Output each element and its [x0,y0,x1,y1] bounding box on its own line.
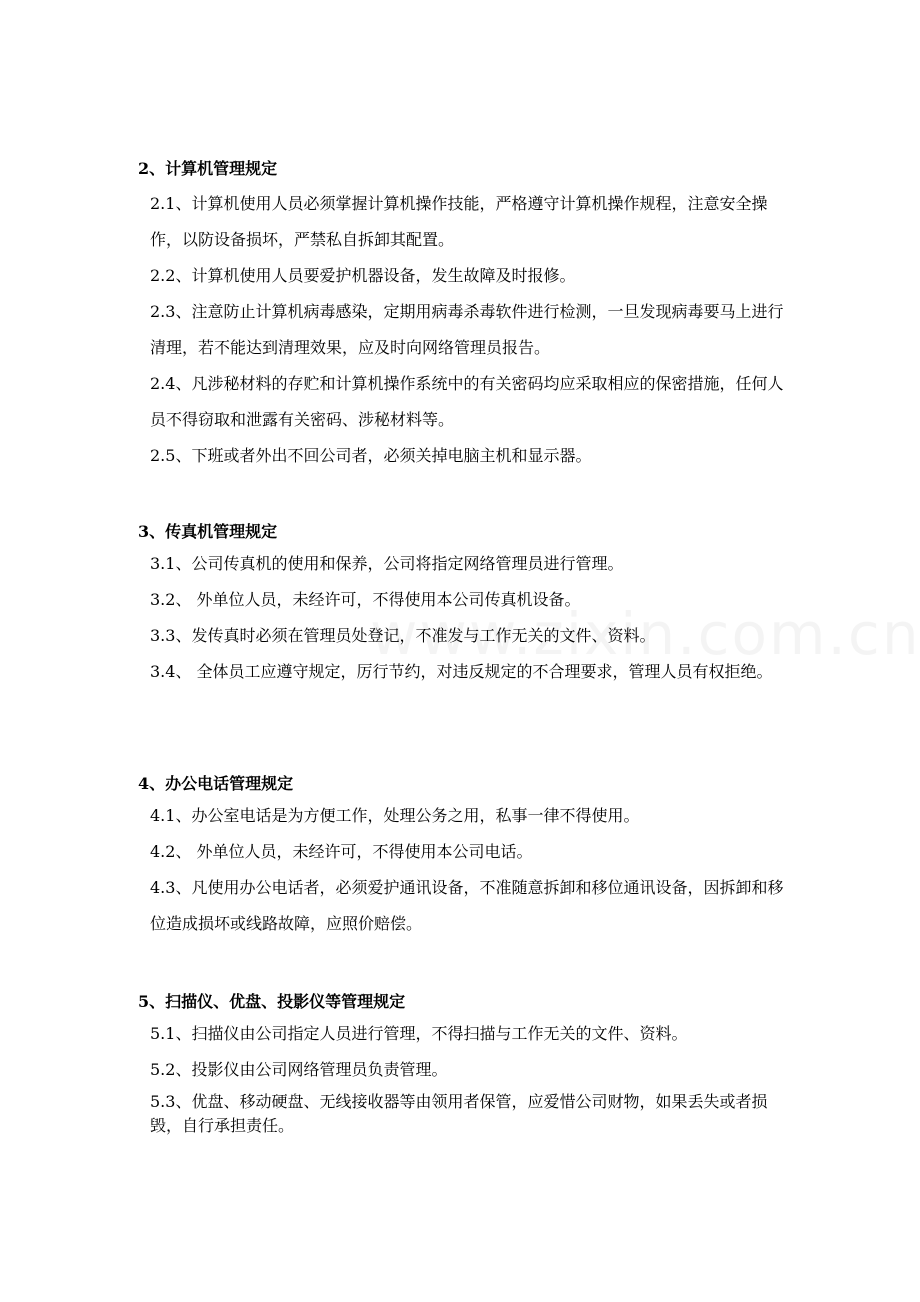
paragraph-4-1: 4.1、办公室电话是为方便工作，处理公务之用，私事一律不得使用。 [150,806,640,825]
paragraph-2-5: 2.5、下班或者外出不回公司者，必须关掉电脑主机和显示器。 [150,446,592,465]
section-heading-3: 3、传真机管理规定 [138,522,278,541]
section-heading-4: 4、办公电话管理规定 [138,774,294,793]
paragraph-2-3: 2.3、注意防止计算机病毒感染，定期用病毒杀毒软件进行检测，一旦发现病毒要马上进行清理，若不能达到清理效果，应及时向网络管理员报告。 [150,302,784,357]
paragraph-3-1: 3.1、公司传真机的使用和保养，公司将指定网络管理员进行管理。 [150,554,624,573]
paragraph-3-3: 3.3、发传真时必须在管理员处登记，不准发与工作无关的文件、资料。 [150,626,656,645]
paragraph-5-3: 5.3、优盘、移动硬盘、无线接收器等由领用者保管，应爱惜公司财物，如果丢失或者损毁，自行承担责任。 [150,1092,768,1135]
paragraph-4-2: 4.2、 外单位人员，未经许可，不得使用本公司电话。 [150,842,533,861]
paragraph-2-1: 2.1、计算机使用人员必须掌握计算机操作技能，严格遵守计算机操作规程，注意安全操作，以防设备损坏，严禁私自拆卸其配置。 [150,194,768,249]
paragraph-2-4: 2.4、凡涉秘材料的存贮和计算机操作系统中的有关密码均应采取相应的保密措施，任何人员不得窃取和泄露有关密码、涉秘材料等。 [150,374,784,429]
paragraph-3-4: 3.4、 全体员工应遵守规定，厉行节约，对违反规定的不合理要求，管理人员有权拒绝。 [150,662,773,681]
section-heading-2: 2、计算机管理规定 [138,159,278,178]
paragraph-3-2: 3.2、 外单位人员，未经许可，不得使用本公司传真机设备。 [150,590,581,609]
paragraph-2-2: 2.2、计算机使用人员要爱护机器设备，发生故障及时报修。 [150,266,576,285]
paragraph-4-3: 4.3、凡使用办公电话者，必须爱护通讯设备，不准随意拆卸和移位通讯设备，因拆卸和移位造成损坏或线路故障，应照价赔偿。 [150,878,784,933]
paragraph-5-2: 5.2、投影仪由公司网络管理员负责管理。 [150,1060,448,1079]
section-heading-5: 5、扫描仪、优盘、投影仪等管理规定 [138,992,406,1011]
paragraph-5-1: 5.1、扫描仪由公司指定人员进行管理，不得扫描与工作无关的文件、资料。 [150,1024,688,1043]
